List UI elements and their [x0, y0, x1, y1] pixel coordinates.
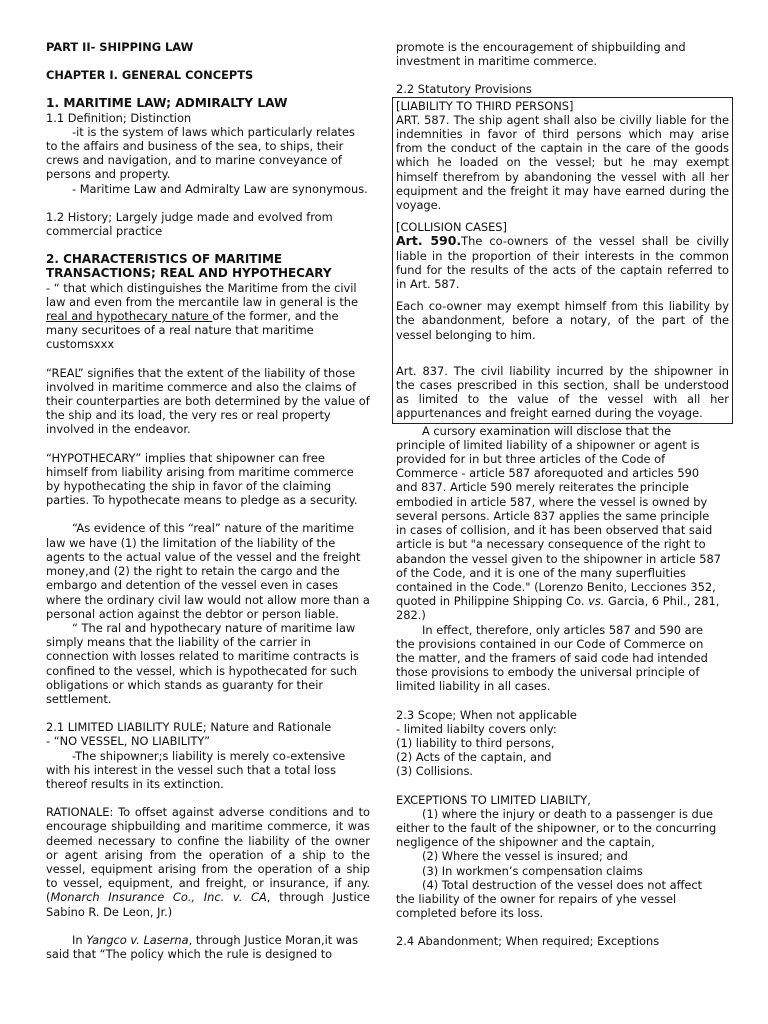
section-2-4-heading: 2.4 Abandonment; When required; Exceptions	[396, 934, 660, 949]
left-column	[46, 40, 370, 961]
section-2-3-heading: 2.3 Scope; When not applicable	[396, 707, 577, 722]
exception-item: (3) In workmen’s compensation claims	[422, 863, 643, 878]
yangco-text: , through Justice Moran,it was said that “The policy which the rule is designed to	[46, 932, 359, 961]
real-paragraph: “REAL” signifies that the extent of the liability of those involved in maritime commerce and also the claims of their counterparties are both determined by the value of the ship and its load, the very res or real property involved in the endeavor.	[46, 365, 370, 437]
coextensive-paragraph: -The shipowner;s liability is merely co-extensive with his interest in the vessel such that a total loss thereof results in its extinction.	[46, 748, 346, 791]
no-vessel-tag: - “NO VESSEL, NO LIABILITY”	[46, 734, 211, 749]
statutory-provisions-box	[392, 97, 733, 424]
synonym-paragraph: - Maritime Law and Admiralty Law are synonymous.	[72, 181, 368, 196]
scope-item: (1) liability to third persons,	[396, 735, 555, 750]
distinguish-text-b: of the former, and the many securitoes of a real nature that maritime customsxxx	[46, 309, 339, 352]
scope-item: (3) Collisions.	[396, 764, 474, 779]
distinguish-underlined: real and hypothecary nature	[46, 309, 213, 324]
rationale-open: (	[46, 890, 51, 905]
distinguish-paragraph	[46, 281, 370, 352]
coowner-paragraph: Each co-owner may exempt himself from this liability by the abandonment, before a notary, of the part of the vessel belonging to him.	[396, 299, 729, 342]
section-2-1-heading: 2.1 LIMITED LIABILITY RULE; Nature and Rationale	[46, 720, 332, 735]
evidence-paragraph: “As evidence of this “real” nature of the maritime law we have (1) the limitation of the liability of the agents to the actual value of the vessel and the freight money,and (2) the right to retain the cargo and the embargo and detention of the vessel even in cases where the ordinary civil law would not allow more than a personal action against the debtor or person liable.	[46, 521, 370, 621]
article-837: Art. 837. The civil liability incurred by the shipowner in the cases prescribed in this section, shall be understood as limited to the value of the vessel with all her appurtenances and freight earned during the voyage.	[396, 363, 729, 421]
scope-item: (2) Acts of the captain, and	[396, 750, 552, 765]
rationale-text: RATIONALE: To offset against adverse conditions and to encourage shipbuilding and maritime commerce, it was deemed necessary to confine the liability of the owner or agent arising from the operation of a ship to the vessel, equipment arising from the operation of a ship to vessel, equipment, and freight, or insurance, if any.	[46, 805, 370, 891]
right-column	[396, 40, 729, 949]
exceptions-heading: EXCEPTIONS TO LIMITED LIABILTY,	[396, 792, 591, 807]
rationale-case-name: Monarch Insurance Co., Inc. v. CA	[50, 890, 267, 905]
section-1-1-heading: 1.1 Definition; Distinction	[46, 110, 192, 125]
exception-item: (4) Total destruction of the vessel does not affect the liability of the owner for repairs of yhe vessel completed before its loss.	[396, 877, 703, 921]
yangco-in: In	[72, 932, 87, 947]
section-2-heading: 2. CHARACTERISTICS OF MARITIME TRANSACTIONS; REAL AND HYPOTHECARY	[46, 252, 332, 281]
article-587: ART. 587. The ship agent shall also be civilly liable for the indemnities in favor of third persons which may arise from the conduct of the captain in the care of the goods which he loaded on the vessel; but he may exempt himself therefrom by abandoning the vessel with all her equipment and the freight it may have earned during the voyage.	[396, 112, 729, 213]
yangco-paragraph	[46, 933, 370, 961]
ral-paragraph: “ The ral and hypothecary nature of maritime law simply means that the liability of the carrier in connection with losses related to maritime contracts is confined to the vessel, which is hypothecated for such obligations or which stands as guaranty for their settlement.	[46, 620, 359, 706]
section-2-2-heading: 2.2 Statutory Provisions	[396, 82, 532, 97]
continuation-paragraph: promote is the encouragement of shipbuilding and investment in maritime commerce.	[396, 40, 686, 69]
part-title: PART II- SHIPPING LAW	[46, 40, 194, 54]
article-590-label: Art. 590.	[396, 233, 462, 249]
exception-item: (2) Where the vessel is insured; and	[422, 849, 628, 864]
hypothecary-paragraph: “HYPOTHECARY” implies that shipowner can free himself from liability arising from maritime commerce by hypothecating the ship in favor of the claiming parties. To hypothecate means to pledge as a security.	[46, 450, 358, 508]
history-paragraph: 1.2 History; Largely judge made and evolved from commercial practice	[46, 209, 333, 239]
article-590	[396, 234, 729, 291]
chapter-title: CHAPTER I. GENERAL CONCEPTS	[46, 68, 254, 83]
cursory-vs: vs.	[588, 594, 605, 609]
cursory-end: Garcia, 6 Phil., 281, 282.)	[396, 594, 720, 623]
rationale-paragraph	[46, 805, 370, 919]
distinguish-text-a: - “ that which distinguishes the Maritime from the civil law and even from the mercantile law in general is the	[46, 280, 359, 309]
article-590-text: The co-owners of the vessel shall be civilly liable in the proportion of their interests in the common fund for the results of the acts of the captain referred to in Art. 587.	[396, 234, 729, 292]
yangco-case-name: Yangco v. Laserna	[86, 932, 189, 947]
effect-paragraph: In effect, therefore, only articles 587 and 590 are the provisions contained in our Code of Commerce on the matter, and the framers of said code had intended those provisions to embody the universal principle of limited liability in all cases.	[396, 622, 708, 694]
scope-intro: - limited liabilty covers only:	[396, 721, 557, 736]
definition-paragraph: -it is the system of laws which particularly relates to the affairs and business of the sea, to ships, their crews and navigation, and to marine conveyance of persons and property.	[46, 124, 355, 182]
section-1-heading: 1. MARITIME LAW; ADMIRALTY LAW	[46, 96, 288, 111]
exception-item: (1) where the injury or death to a passenger is due either to the fault of the shipowner, or to the concurring negligence of the shipowner and the captain,	[396, 806, 717, 850]
rationale-close: , through Justice Sabino R. De Leon, Jr.)	[46, 890, 370, 919]
liability-third-persons-tag: [LIABILITY TO THIRD PERSONS]	[396, 98, 574, 113]
cursory-paragraph	[396, 424, 722, 623]
collision-cases-tag: [COLLISION CASES]	[396, 220, 507, 235]
cursory-text: A cursory examination will disclose that the principle of limited liability of a shipowner or agent is provided for in but three articles of the Code of Commerce - article 587 aforequoted and articles 590 and 837. Article 590 merely reiterates the principle embodied in article 587, where the vessel is owned by several persons. Article 837 applies the same principle in cases of collision, and it has been observed that said article is but "a necessary consequence of the right to abandon the vessel given to the shipowner in article 587 of the Code, and it is one of the many superfluities contained in the Code." (Lorenzo Benito, Lecciones 352, quoted in Philippine Shipping Co.	[396, 423, 721, 609]
